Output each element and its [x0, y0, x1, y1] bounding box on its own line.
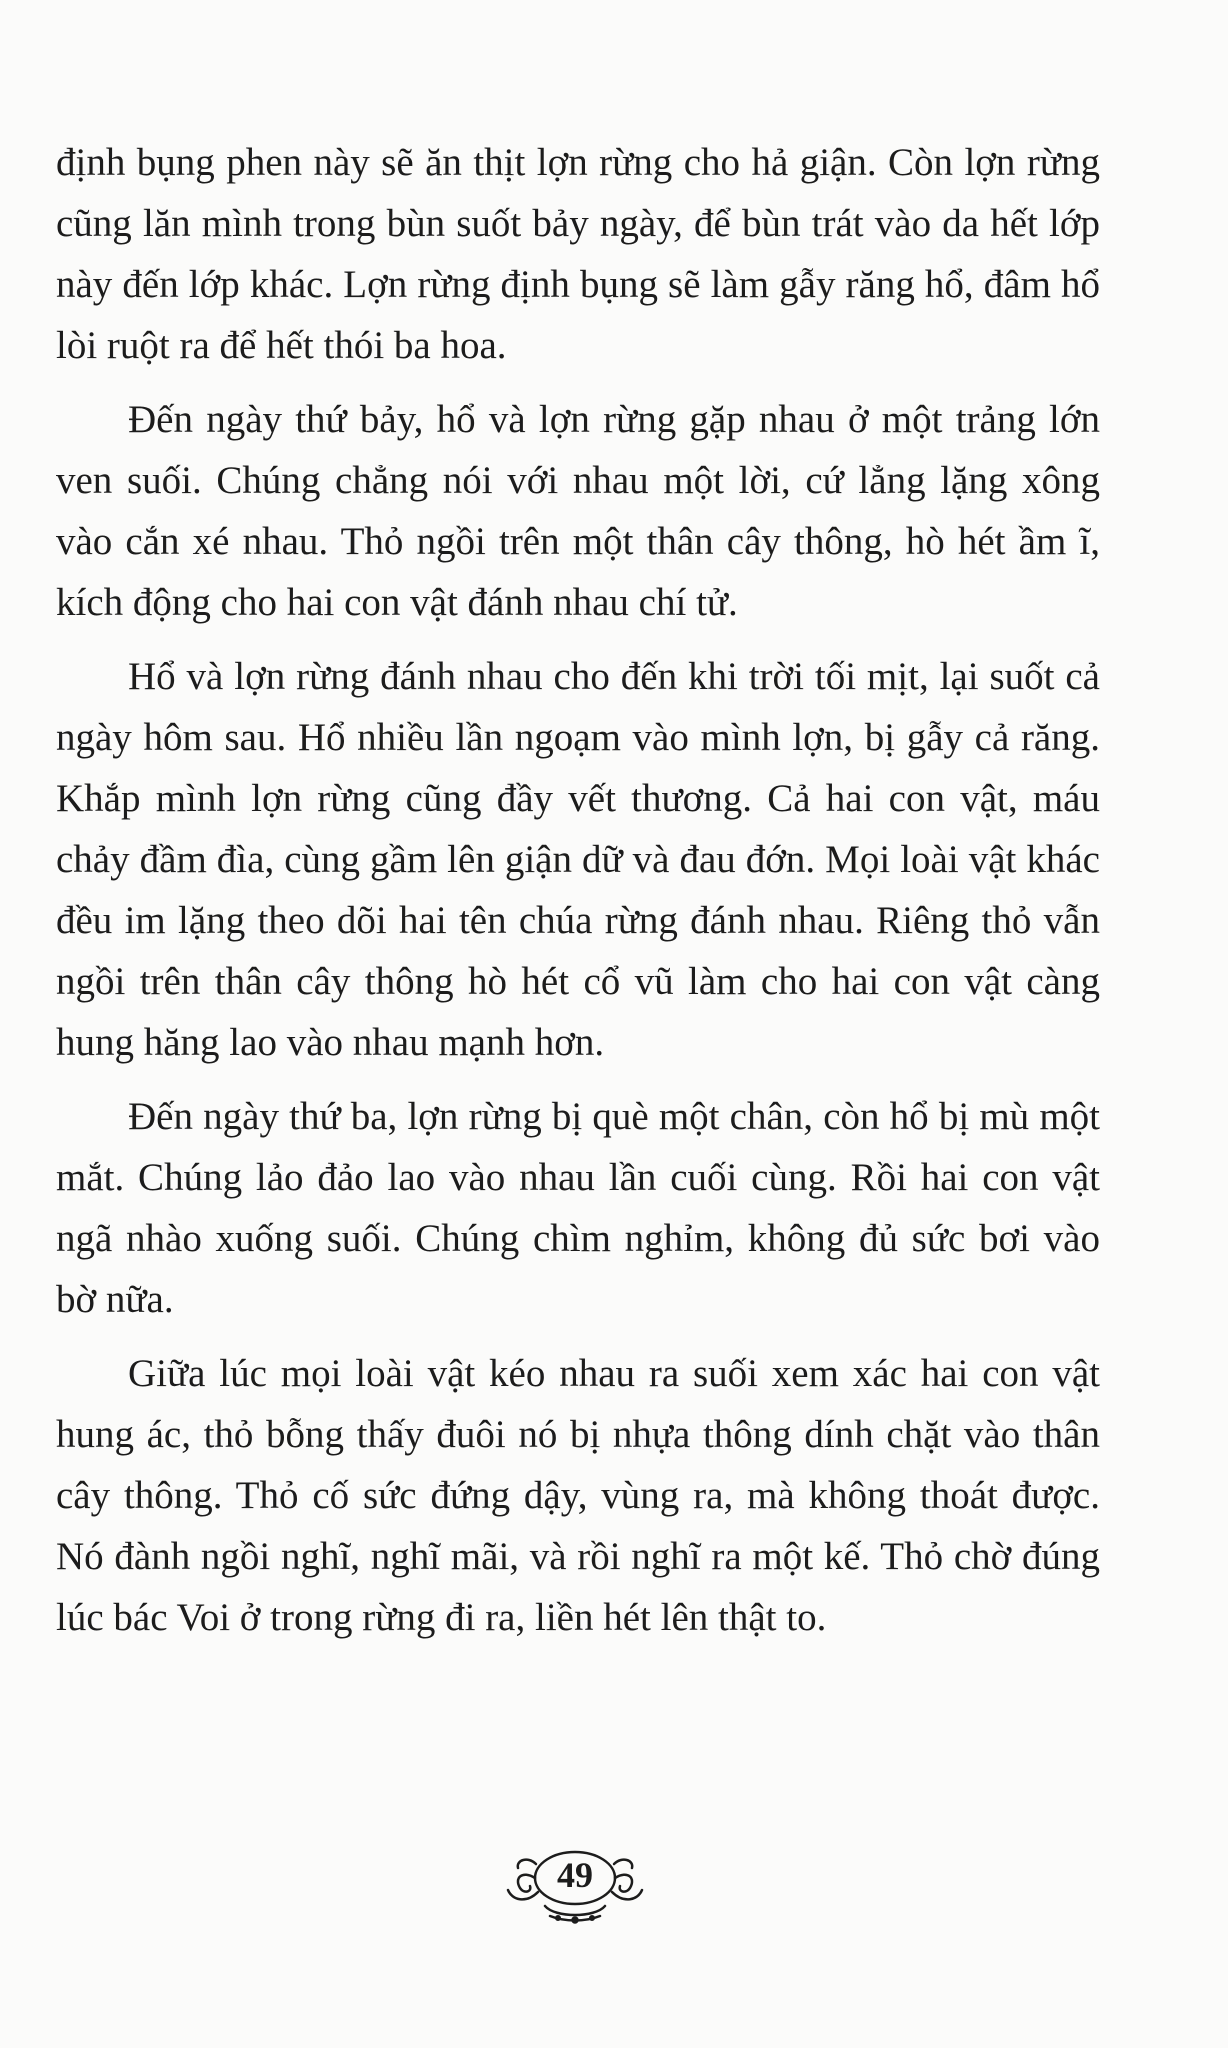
paragraph-3: Hổ và lợn rừng đánh nhau cho đến khi trời tối mịt, lại suốt cả ngày hôm sau. Hổ nhiều lần ngoạm vào mình lợn, bị gẫy cả răng. Khắp mình lợn rừng cũng đầy vết thương. Cả hai con vật, máu chảy đầm đìa, cùng gầm lên giận dữ và đau đớn. Mọi loài vật khác đều im lặng theo dõi hai tên chúa rừng đánh nhau. Riêng thỏ vẫn ngồi trên thân cây thông hò hét cổ vũ làm cho hai con vật càng hung hăng lao vào nhau mạnh hơn. [56, 655, 1100, 1064]
paragraph-2: Đến ngày thứ bảy, hổ và lợn rừng gặp nhau ở một trảng lớn ven suối. Chúng chẳng nói với nhau một lời, cứ lẳng lặng xông vào cắn xé nhau. Thỏ ngồi trên một thân cây thông, hò hét ầm ĩ, kích động cho hai con vật đánh nhau chí tử. [56, 398, 1100, 624]
paragraph-1: định bụng phen này sẽ ăn thịt lợn rừng cho hả giận. Còn lợn rừng cũng lăn mình trong bùn suốt bảy ngày, để bùn trát vào da hết lớp này đến lớp khác. Lợn rừng định bụng sẽ làm gẫy răng hổ, đâm hổ lòi ruột ra để hết thói ba hoa. [56, 141, 1100, 367]
paragraph-4: Đến ngày thứ ba, lợn rừng bị què một chân, còn hổ bị mù một mắt. Chúng lảo đảo lao vào nhau lần cuối cùng. Rồi hai con vật ngã nhào xuống suối. Chúng chìm nghỉm, không đủ sức bơi vào bờ nữa. [56, 1095, 1100, 1321]
body-text [56, 132, 1100, 1661]
page-number: 49 [557, 1855, 593, 1895]
page-number-ornament [500, 1848, 650, 1928]
paragraph-5: Giữa lúc mọi loài vật kéo nhau ra suối xem xác hai con vật hung ác, thỏ bỗng thấy đuôi nó bị nhựa thông dính chặt vào thân cây thông. Thỏ cố sức đứng dậy, vùng ra, mà không thoát được. Nó đành ngồi nghĩ, nghĩ mãi, và rồi nghĩ ra một kế. Thỏ chờ đúng lúc bác Voi ở trong rừng đi ra, liền hét lên thật to. [56, 1352, 1100, 1639]
